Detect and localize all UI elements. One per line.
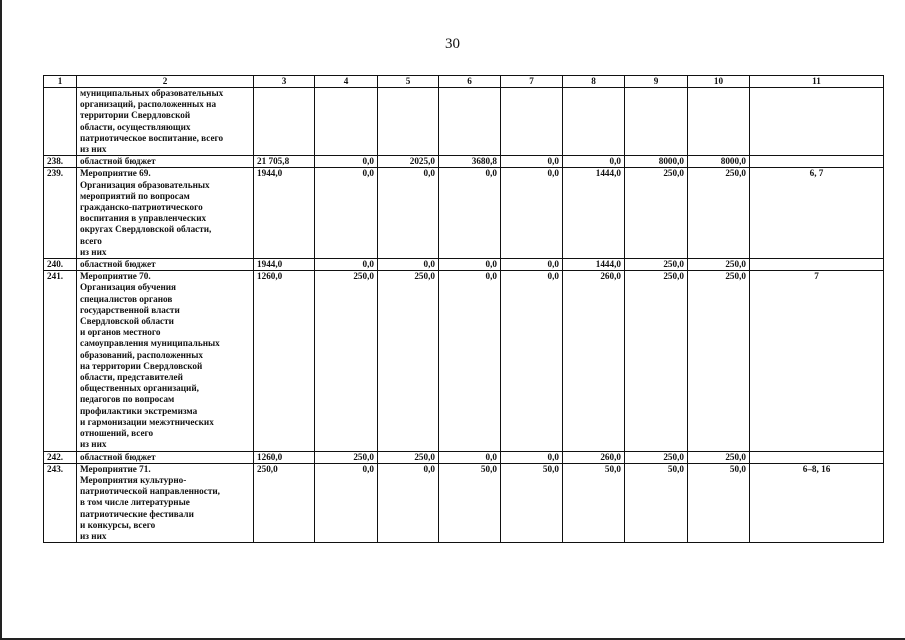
- value-col-10: 8000,0: [688, 156, 750, 168]
- description-line: областной бюджет: [80, 156, 156, 167]
- row-description: [77, 156, 254, 168]
- scan-edge-left: [0, 0, 2, 640]
- row-number: 241.: [44, 271, 77, 451]
- value-col-10: 250,0: [688, 168, 750, 259]
- col-header-8: 8: [563, 76, 625, 88]
- description-line: патриотическое воспитание, всего: [80, 132, 224, 143]
- target-indicator-numbers: [750, 259, 884, 271]
- description-line: Свердловской области: [80, 316, 174, 327]
- col-header-10: 10: [688, 76, 750, 88]
- row-number: 238.: [44, 156, 77, 168]
- table-row: [44, 271, 884, 451]
- value-col-4: 0,0: [315, 463, 378, 542]
- row-number: 242.: [44, 451, 77, 463]
- value-col-9: 250,0: [625, 271, 688, 451]
- value-col-8: 0,0: [563, 156, 625, 168]
- description-line: мероприятий по вопросам: [80, 190, 190, 201]
- value-col-9: 250,0: [625, 259, 688, 271]
- description-line: самоуправления муниципальных: [80, 338, 220, 349]
- value-col-9: 8000,0: [625, 156, 688, 168]
- col-header-3: 3: [254, 76, 315, 88]
- row-description: [77, 271, 254, 451]
- description-line: из них: [80, 144, 107, 155]
- target-indicator-numbers: [750, 88, 884, 156]
- table-row: [44, 88, 884, 156]
- value-col-5: 0,0: [378, 168, 439, 259]
- page-number: 30: [445, 36, 460, 52]
- value-col-6: 0,0: [439, 259, 501, 271]
- description-line: Организация образовательных: [80, 179, 210, 190]
- description-line: Мероприятия культурно-: [80, 474, 187, 485]
- value-col-8: [563, 88, 625, 156]
- col-header-5: 5: [378, 76, 439, 88]
- value-col-6: [439, 88, 501, 156]
- value-col-6: 0,0: [439, 168, 501, 259]
- description-line: организаций, расположенных на: [80, 99, 217, 110]
- row-description: [77, 451, 254, 463]
- target-indicator-numbers: 6, 7: [750, 168, 884, 259]
- value-col-3: [254, 88, 315, 156]
- value-col-10: 250,0: [688, 259, 750, 271]
- description-line: и органов местного: [80, 327, 161, 338]
- value-col-10: 250,0: [688, 451, 750, 463]
- description-line: патриотические фестивали: [80, 508, 194, 519]
- value-col-7: 0,0: [501, 168, 563, 259]
- table-header-row: [44, 76, 884, 88]
- value-col-7: 0,0: [501, 259, 563, 271]
- table-row: [44, 259, 884, 271]
- description-line: и конкурсы, всего: [80, 519, 156, 530]
- row-number: 239.: [44, 168, 77, 259]
- description-line: на территории Свердловской: [80, 360, 203, 371]
- value-col-5: 0,0: [378, 259, 439, 271]
- target-indicator-numbers: [750, 451, 884, 463]
- row-description: [77, 88, 254, 156]
- row-description: [77, 463, 254, 542]
- table-row: [44, 168, 884, 259]
- table-row: [44, 451, 884, 463]
- value-col-10: [688, 88, 750, 156]
- value-col-6: 0,0: [439, 271, 501, 451]
- description-line: специалистов органов: [80, 293, 173, 304]
- target-indicator-numbers: [750, 156, 884, 168]
- value-col-9: 250,0: [625, 168, 688, 259]
- value-col-5: [378, 88, 439, 156]
- value-col-6: 0,0: [439, 451, 501, 463]
- value-col-4: [315, 88, 378, 156]
- description-line: округах Свердловской области,: [80, 224, 212, 235]
- value-col-6: 50,0: [439, 463, 501, 542]
- value-col-8: 1444,0: [563, 168, 625, 259]
- description-line: Организация обучения: [80, 282, 176, 293]
- value-col-10: 250,0: [688, 271, 750, 451]
- description-line: Мероприятие 69.: [80, 168, 151, 179]
- value-col-3: 1260,0: [254, 451, 315, 463]
- description-line: Мероприятие 70.: [80, 271, 151, 282]
- col-header-1: 1: [44, 76, 77, 88]
- value-col-8: 1444,0: [563, 259, 625, 271]
- description-line: в том числе литературные: [80, 497, 190, 508]
- value-col-9: 50,0: [625, 463, 688, 542]
- value-col-3: 250,0: [254, 463, 315, 542]
- description-line: областной бюджет: [80, 451, 156, 462]
- description-line: всего: [80, 235, 102, 246]
- value-col-3: 1260,0: [254, 271, 315, 451]
- value-col-9: [625, 88, 688, 156]
- value-col-4: 0,0: [315, 259, 378, 271]
- row-number: 243.: [44, 463, 77, 542]
- value-col-5: 0,0: [378, 463, 439, 542]
- description-line: территории Свердловской: [80, 110, 191, 121]
- value-col-7: 50,0: [501, 463, 563, 542]
- value-col-5: 250,0: [378, 271, 439, 451]
- row-description: [77, 259, 254, 271]
- row-description: [77, 168, 254, 259]
- col-header-9: 9: [625, 76, 688, 88]
- target-indicator-numbers: 6–8, 16: [750, 463, 884, 542]
- description-line: образований, расположенных: [80, 349, 203, 360]
- target-indicator-numbers: 7: [750, 271, 884, 451]
- value-col-8: 50,0: [563, 463, 625, 542]
- value-col-3: 1944,0: [254, 259, 315, 271]
- description-line: гражданско-патриотического: [80, 202, 203, 213]
- value-col-3: 21 705,8: [254, 156, 315, 168]
- description-line: муниципальных образовательных: [80, 88, 224, 98]
- col-header-6: 6: [439, 76, 501, 88]
- description-line: из них: [80, 439, 107, 450]
- description-line: Мероприятие 71.: [80, 463, 151, 474]
- value-col-10: 50,0: [688, 463, 750, 542]
- budget-table: [43, 75, 884, 543]
- value-col-8: 260,0: [563, 451, 625, 463]
- value-col-7: [501, 88, 563, 156]
- value-col-4: 0,0: [315, 168, 378, 259]
- col-header-4: 4: [315, 76, 378, 88]
- col-header-7: 7: [501, 76, 563, 88]
- value-col-8: 260,0: [563, 271, 625, 451]
- description-line: государственной власти: [80, 304, 180, 315]
- description-line: из них: [80, 530, 107, 541]
- description-line: из них: [80, 246, 107, 257]
- description-line: отношений, всего: [80, 428, 154, 439]
- table-row: [44, 463, 884, 542]
- description-line: областной бюджет: [80, 259, 156, 270]
- description-line: общественных организаций,: [80, 383, 199, 394]
- col-header-2: 2: [77, 76, 254, 88]
- description-line: педагогов по вопросам: [80, 394, 175, 405]
- col-header-11: 11: [750, 76, 884, 88]
- description-line: воспитания в управленческих: [80, 213, 207, 224]
- row-number: [44, 88, 77, 156]
- table-row: [44, 156, 884, 168]
- value-col-4: 250,0: [315, 271, 378, 451]
- value-col-7: 0,0: [501, 451, 563, 463]
- value-col-9: 250,0: [625, 451, 688, 463]
- value-col-5: 250,0: [378, 451, 439, 463]
- row-number: 240.: [44, 259, 77, 271]
- description-line: области, осуществляющих: [80, 121, 191, 132]
- description-line: и гармонизации межэтнических: [80, 416, 214, 427]
- description-line: области, представителей: [80, 372, 183, 383]
- value-col-7: 0,0: [501, 156, 563, 168]
- description-line: профилактики экстремизма: [80, 405, 198, 416]
- value-col-3: 1944,0: [254, 168, 315, 259]
- value-col-6: 3680,8: [439, 156, 501, 168]
- description-line: патриотической направленности,: [80, 486, 220, 497]
- value-col-4: 250,0: [315, 451, 378, 463]
- value-col-7: 0,0: [501, 271, 563, 451]
- value-col-4: 0,0: [315, 156, 378, 168]
- value-col-5: 2025,0: [378, 156, 439, 168]
